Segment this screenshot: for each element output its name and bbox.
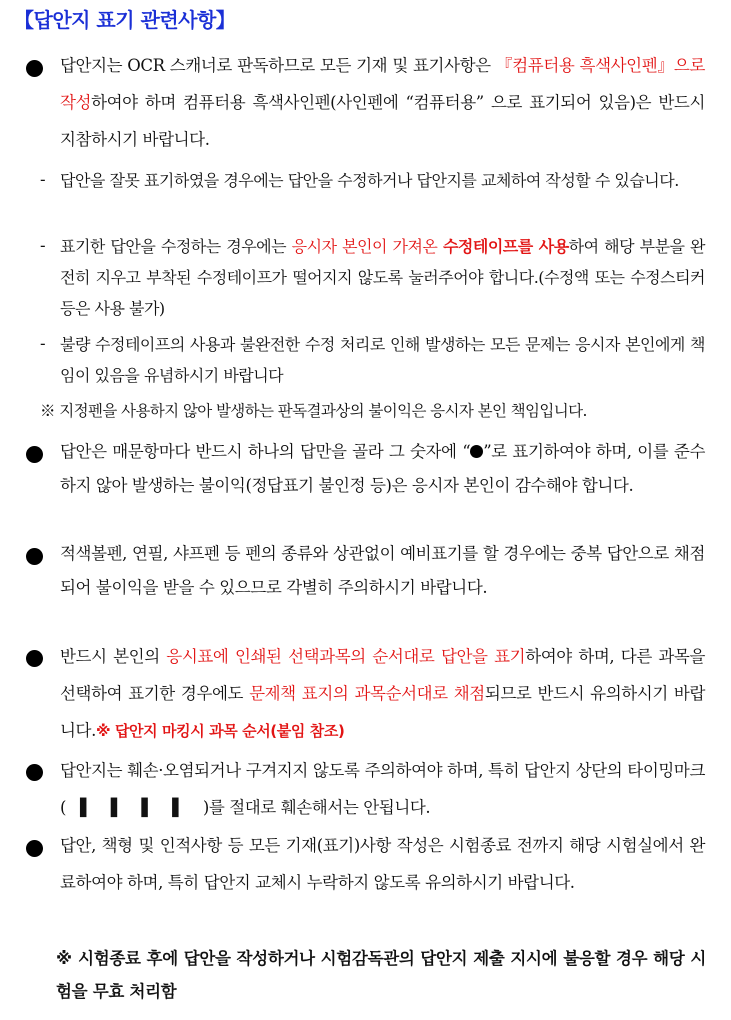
dash: - [40, 170, 46, 189]
note-designated-pen: ※ 지정펜을 사용하지 않아 발생하는 판독결과상의 불이익은 응시자 본인 책임입니다. [40, 402, 587, 420]
highlight-red: 응시자 본인이 가져온 [291, 237, 443, 256]
bullet-dot [26, 548, 43, 565]
dash: - [40, 236, 46, 255]
sub-item-correction-tape [60, 231, 705, 324]
text: 표기한 답안을 수정하는 경우에는 [60, 237, 292, 256]
text: 되므로 반드시 유의하시기 바랍니다. [60, 684, 705, 740]
highlight-red-bold: 수정테이프를 사용 [442, 237, 569, 256]
bullet-ocr-pen [60, 47, 705, 158]
highlight-red-bold: ※ 답안지 마킹시 과목 순서(붙임 참조) [95, 722, 345, 740]
bullet-one-answer [60, 435, 705, 503]
bullet-dot [26, 60, 43, 77]
text: 하여야 하며, 다른 과목을 선택하여 표기한 경우에도 [60, 647, 705, 703]
bullet-dot [26, 764, 43, 781]
filled-circle-icon [470, 445, 483, 458]
sub-item-responsibility: 불량 수정테이프의 사용과 불완전한 수정 처리로 인해 발생하는 모든 문제는 응시자 본인에게 책임이 있음을 유념하시기 바랍니다 [60, 335, 705, 385]
bullet-dot [26, 446, 43, 463]
text: )를 절대로 훼손해서는 안됩니다. [202, 798, 431, 817]
text: 답안은 매문항마다 반드시 하나의 답만을 골라 그 숫자에 “ [60, 442, 471, 461]
highlight-red: 『컴퓨터용 흑색사인펜』으로 작성 [60, 56, 705, 112]
highlight-red: 응시표에 인쇄된 선택과목의 순서대로 답안을 표기 [166, 647, 526, 666]
bullet-preliminary-marking: 적색볼펜, 연필, 샤프펜 등 펜의 종류와 상관없이 예비표기를 할 경우에는 중복 답안으로 채점되어 불이익을 받을 수 있으므로 각별히 주의하시기 바랍니다. [60, 544, 705, 597]
bullet-complete-before-end: 답안, 책형 및 인적사항 등 모든 기재(표기)사항 작성은 시험종료 전까지 해당 시험실에서 완료하여야 하며, 특히 답안지 교체시 누락하지 않도록 유의하시기 바랍니다. [60, 836, 705, 892]
text: 답안지는 OCR 스캐너로 판독하므로 모든 기재 및 표기사항은 [60, 56, 496, 75]
text: 반드시 본인의 [60, 647, 167, 666]
text: 답안지는 훼손·오염되거나 구겨지지 않도록 주의하여야 하며, 특히 답안지 상단의 타이밍마크( [60, 761, 705, 817]
final-note: ※ 시험종료 후에 답안을 작성하거나 시험감독관의 답안지 제출 지시에 불응할 경우 해당 시험을 무효 처리함 [56, 949, 706, 1001]
text: 하여야 하며 컴퓨터용 흑색사인펜(사인펜에 “컴퓨터용” 으로 표기되어 있음)은 반드시 지참하시기 바랍니다. [60, 93, 705, 149]
text: 하여 해당 부분을 완전히 지우고 부착된 수정테이프가 떨어지지 않도록 눌러주어야 합니다.(수정액 또는 수정스티커 등은 사용 불가) [60, 237, 706, 318]
bullet-dot [26, 840, 43, 857]
timing-mark-icon: ▌▌▌▌ [80, 798, 203, 817]
bullet-dot [26, 650, 43, 667]
bullet-subject-order [60, 638, 705, 750]
bullet-timing-mark [60, 752, 705, 826]
sub-item-correction: 답안을 잘못 표기하였을 경우에는 답안을 수정하거나 답안지를 교체하여 작성할 수 있습니다. [60, 171, 679, 190]
section-title: 【답안지 표기 관련사항】 [14, 8, 236, 32]
highlight-red: 문제책 표지의 과목순서대로 채점 [249, 684, 485, 703]
text: ”로 표기하여야 하며, 이를 준수하지 않아 발생하는 불이익(정답표기 불인정 등)은 응시자 본인이 감수해야 합니다. [60, 442, 705, 495]
dash: - [40, 334, 46, 353]
